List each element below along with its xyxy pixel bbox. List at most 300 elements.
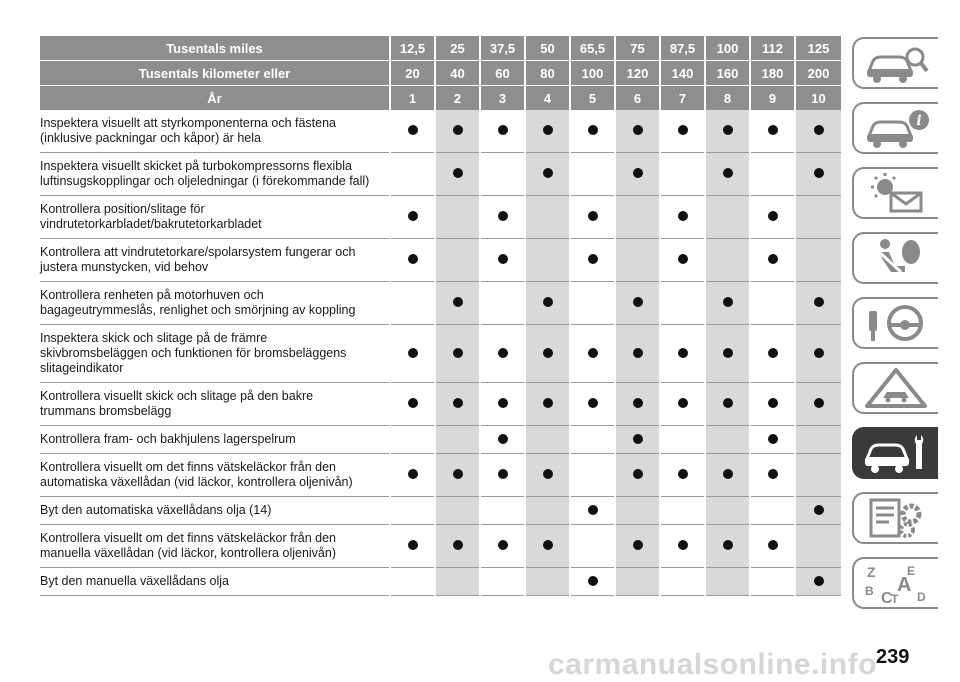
check-dot	[498, 434, 508, 444]
interval-cell	[795, 454, 841, 497]
task-text-line: luftinsugskopplingar och oljeledningar (i förekommande fall)	[40, 174, 370, 188]
interval-cell	[480, 426, 525, 454]
interval-cell	[705, 239, 750, 282]
check-dot	[408, 540, 418, 550]
km-value: 200	[795, 61, 841, 86]
miles-value: 112	[750, 36, 795, 61]
check-dot	[768, 540, 778, 550]
interval-cell	[480, 383, 525, 426]
miles-value: 50	[525, 36, 570, 61]
check-dot	[768, 398, 778, 408]
interval-cell	[660, 196, 705, 239]
interval-cell	[795, 426, 841, 454]
check-dot	[588, 211, 598, 221]
interval-cell	[480, 110, 525, 153]
car-wrench-icon	[861, 431, 931, 475]
task-description	[40, 568, 390, 596]
table-row	[40, 497, 841, 525]
check-dot	[408, 254, 418, 264]
check-dot	[814, 125, 824, 135]
miles-value: 37,5	[480, 36, 525, 61]
check-dot	[768, 211, 778, 221]
interval-cell	[750, 497, 795, 525]
task-description	[40, 239, 390, 282]
interval-cell	[480, 325, 525, 383]
interval-cell	[795, 196, 841, 239]
check-dot	[814, 505, 824, 515]
interval-cell	[750, 153, 795, 196]
interval-cell	[570, 497, 615, 525]
interval-cell	[795, 110, 841, 153]
interval-cell	[750, 426, 795, 454]
tab-car-search[interactable]	[852, 37, 938, 89]
check-dot	[814, 348, 824, 358]
task-text-line: trummans bromsbelägg	[40, 404, 172, 418]
interval-cell	[390, 325, 435, 383]
interval-cell	[570, 525, 615, 568]
task-text-line: Kontrollera visuellt skick och slitage på den bakre	[40, 389, 314, 403]
interval-cell	[660, 426, 705, 454]
interval-cell	[615, 196, 660, 239]
year-value: 3	[480, 86, 525, 111]
check-dot	[543, 168, 553, 178]
interval-cell	[615, 454, 660, 497]
table-row	[40, 153, 841, 196]
interval-cell	[615, 568, 660, 596]
airbag-seat-icon	[861, 236, 931, 280]
alphabet-index-icon	[861, 561, 931, 605]
interval-cell	[525, 454, 570, 497]
check-dot	[543, 540, 553, 550]
task-description	[40, 383, 390, 426]
interval-cell	[795, 282, 841, 325]
interval-cell	[795, 497, 841, 525]
km-value: 100	[570, 61, 615, 86]
interval-cell	[390, 454, 435, 497]
interval-cell	[705, 497, 750, 525]
watermark: carmanualsonline.info	[548, 648, 877, 681]
check-dot	[768, 254, 778, 264]
check-dot	[543, 125, 553, 135]
check-dot	[543, 297, 553, 307]
check-dot	[768, 348, 778, 358]
key-steering-wheel-icon	[861, 301, 931, 345]
task-text-line: Kontrollera visuellt om det finns vätskeläckor från den	[40, 460, 336, 474]
index-letter: T	[891, 592, 899, 605]
check-dot	[408, 125, 418, 135]
interval-cell	[750, 383, 795, 426]
interval-cell	[660, 110, 705, 153]
km-value: 160	[705, 61, 750, 86]
interval-cell	[570, 153, 615, 196]
task-text-line: Byt den automatiska växellådans olja (14)	[40, 503, 272, 517]
task-text-line: Kontrollera visuellt om det finns vätskeläckor från den	[40, 531, 336, 545]
interval-cell	[525, 110, 570, 153]
interval-cell	[705, 454, 750, 497]
task-description	[40, 497, 390, 525]
year-value: 9	[750, 86, 795, 111]
task-description	[40, 426, 390, 454]
check-dot	[543, 348, 553, 358]
interval-cell	[480, 153, 525, 196]
miles-value: 75	[615, 36, 660, 61]
interval-cell	[390, 239, 435, 282]
miles-value: 25	[435, 36, 480, 61]
interval-cell	[705, 196, 750, 239]
interval-cell	[480, 196, 525, 239]
task-description	[40, 153, 390, 196]
table-row	[40, 325, 841, 383]
interval-cell	[480, 282, 525, 325]
interval-cell	[660, 239, 705, 282]
km-value: 80	[525, 61, 570, 86]
km-value: 60	[480, 61, 525, 86]
interval-cell	[705, 426, 750, 454]
year-label: År	[40, 86, 390, 111]
task-text-line: Kontrollera renheten på motorhuven och	[40, 288, 264, 302]
interval-cell	[660, 383, 705, 426]
interval-cell	[750, 568, 795, 596]
interval-cell	[750, 525, 795, 568]
car-search-icon	[861, 41, 931, 85]
check-dot	[678, 348, 688, 358]
interval-cell	[615, 239, 660, 282]
interval-cell	[525, 568, 570, 596]
check-dot	[408, 398, 418, 408]
tab-maintenance[interactable]	[852, 427, 938, 479]
interval-cell	[525, 426, 570, 454]
tab-warning-lights[interactable]	[852, 167, 938, 219]
car-info-icon	[861, 106, 931, 150]
task-text-line: Inspektera visuellt att styrkomponenterna och fästena	[40, 116, 336, 130]
task-description	[40, 325, 390, 383]
km-value: 180	[750, 61, 795, 86]
interval-cell	[435, 383, 480, 426]
interval-cell	[390, 110, 435, 153]
table-row	[40, 568, 841, 596]
task-description	[40, 196, 390, 239]
check-dot	[498, 125, 508, 135]
interval-cell	[390, 383, 435, 426]
check-dot	[453, 469, 463, 479]
interval-cell	[480, 497, 525, 525]
task-text-line: Byt den manuella växellådans olja	[40, 574, 230, 588]
table-row	[40, 525, 841, 568]
index-letter: A	[897, 574, 912, 596]
index-letter: B	[865, 584, 874, 598]
table-row	[40, 196, 841, 239]
interval-cell	[480, 454, 525, 497]
task-text-line: vindrutetorkarbladet/bakrutetorkarbladet	[40, 217, 262, 231]
interval-cell	[705, 282, 750, 325]
interval-cell	[570, 282, 615, 325]
interval-cell	[660, 153, 705, 196]
interval-cell	[390, 153, 435, 196]
index-letter: Z	[867, 564, 876, 580]
check-dot	[453, 540, 463, 550]
interval-cell	[660, 282, 705, 325]
task-description	[40, 282, 390, 325]
year-value: 8	[705, 86, 750, 111]
interval-cell	[525, 383, 570, 426]
check-dot	[814, 297, 824, 307]
interval-cell	[525, 282, 570, 325]
miles-value: 125	[795, 36, 841, 61]
check-dot	[453, 398, 463, 408]
interval-cell	[705, 110, 750, 153]
check-dot	[408, 348, 418, 358]
check-dot	[408, 469, 418, 479]
miles-value: 87,5	[660, 36, 705, 61]
task-text-line: skivbromsbeläggen och funktionen för bromsbeläggens	[40, 346, 347, 360]
check-dot	[633, 168, 643, 178]
interval-cell	[660, 454, 705, 497]
interval-cell	[390, 497, 435, 525]
check-dot	[814, 576, 824, 586]
interval-cell	[615, 383, 660, 426]
index-letter: D	[917, 590, 926, 604]
tab-car-info[interactable]	[852, 102, 938, 154]
header-row-miles	[40, 36, 841, 61]
index-letter: E	[907, 564, 916, 578]
year-value: 10	[795, 86, 841, 111]
check-dot	[768, 469, 778, 479]
miles-label: Tusentals miles	[40, 36, 390, 61]
interval-cell	[660, 525, 705, 568]
interval-cell	[435, 110, 480, 153]
table-row	[40, 110, 841, 153]
table-row	[40, 454, 841, 497]
interval-cell	[525, 497, 570, 525]
interval-cell	[435, 153, 480, 196]
warning-light-envelope-icon	[861, 171, 931, 215]
check-dot	[588, 505, 598, 515]
km-value: 120	[615, 61, 660, 86]
interval-cell	[795, 568, 841, 596]
table-row	[40, 426, 841, 454]
task-description	[40, 110, 390, 153]
check-dot	[633, 540, 643, 550]
check-dot	[814, 168, 824, 178]
page-number: 239	[876, 646, 910, 668]
interval-cell	[570, 110, 615, 153]
year-value: 1	[390, 86, 435, 111]
tab-emergency[interactable]	[852, 362, 938, 414]
check-dot	[498, 540, 508, 550]
interval-cell	[705, 525, 750, 568]
interval-cell	[615, 110, 660, 153]
check-dot	[678, 254, 688, 264]
check-dot	[408, 211, 418, 221]
interval-cell	[480, 525, 525, 568]
task-description	[40, 525, 390, 568]
interval-cell	[750, 196, 795, 239]
check-dot	[453, 125, 463, 135]
interval-cell	[615, 497, 660, 525]
interval-cell	[795, 325, 841, 383]
interval-cell	[660, 568, 705, 596]
interval-cell	[435, 325, 480, 383]
miles-value: 65,5	[570, 36, 615, 61]
table-row	[40, 383, 841, 426]
km-value: 20	[390, 61, 435, 86]
interval-cell	[435, 239, 480, 282]
interval-cell	[570, 426, 615, 454]
interval-cell	[435, 426, 480, 454]
interval-cell	[390, 282, 435, 325]
year-value: 4	[525, 86, 570, 111]
year-value: 2	[435, 86, 480, 111]
check-dot	[633, 469, 643, 479]
interval-cell	[705, 153, 750, 196]
task-text-line: Inspektera skick och slitage på de främre	[40, 331, 268, 345]
check-dot	[723, 348, 733, 358]
check-dot	[588, 348, 598, 358]
interval-cell	[435, 196, 480, 239]
interval-cell	[750, 110, 795, 153]
tab-safety[interactable]	[852, 232, 938, 284]
interval-cell	[795, 525, 841, 568]
interval-cell	[750, 454, 795, 497]
interval-cell	[390, 568, 435, 596]
table-row	[40, 282, 841, 325]
schedule-body	[40, 110, 841, 596]
year-value: 6	[615, 86, 660, 111]
warning-triangle-icon	[861, 366, 931, 410]
tab-technical-data[interactable]	[852, 492, 938, 544]
interval-cell	[435, 282, 480, 325]
interval-cell	[435, 454, 480, 497]
interval-cell	[525, 325, 570, 383]
interval-cell	[750, 282, 795, 325]
interval-cell	[615, 325, 660, 383]
check-dot	[768, 434, 778, 444]
task-text-line: bagageutrymmeslås, renlighet och smörjning av koppling	[40, 303, 356, 317]
check-dot	[588, 125, 598, 135]
interval-cell	[795, 153, 841, 196]
interval-cell	[795, 239, 841, 282]
chapter-index-sidebar	[852, 37, 942, 622]
interval-cell	[480, 568, 525, 596]
year-value: 7	[660, 86, 705, 111]
interval-cell	[570, 568, 615, 596]
interval-cell	[615, 426, 660, 454]
task-description	[40, 454, 390, 497]
check-dot	[678, 398, 688, 408]
check-dot	[633, 297, 643, 307]
check-dot	[633, 125, 643, 135]
interval-cell	[705, 383, 750, 426]
interval-cell	[615, 525, 660, 568]
check-dot	[498, 211, 508, 221]
interval-cell	[570, 196, 615, 239]
interval-cell	[570, 454, 615, 497]
check-dot	[543, 398, 553, 408]
index-letter: C	[881, 590, 893, 605]
check-dot	[543, 469, 553, 479]
interval-cell	[750, 325, 795, 383]
check-dot	[633, 398, 643, 408]
check-dot	[588, 254, 598, 264]
check-dot	[678, 540, 688, 550]
task-text-line: justera munstycken, vid behov	[40, 260, 209, 274]
interval-cell	[705, 325, 750, 383]
km-value: 140	[660, 61, 705, 86]
interval-cell	[435, 525, 480, 568]
interval-cell	[390, 426, 435, 454]
check-dot	[723, 168, 733, 178]
maintenance-schedule-table	[40, 36, 841, 596]
check-dot	[633, 434, 643, 444]
task-text-line: Kontrollera att vindrutetorkare/spolarsystem fungerar och	[40, 245, 356, 259]
check-dot	[498, 348, 508, 358]
tab-index[interactable]	[852, 557, 938, 609]
tab-starting-driving[interactable]	[852, 297, 938, 349]
check-dot	[498, 469, 508, 479]
interval-cell	[750, 239, 795, 282]
task-text-line: automatiska växellådan (vid läckor, kontrollera oljenivån)	[40, 475, 353, 489]
check-dot	[453, 297, 463, 307]
interval-cell	[480, 239, 525, 282]
header-row-year	[40, 86, 841, 111]
km-value: 40	[435, 61, 480, 86]
interval-cell	[615, 282, 660, 325]
task-text-line: slitageindikator	[40, 361, 124, 375]
check-dot	[723, 469, 733, 479]
interval-cell	[660, 325, 705, 383]
interval-cell	[795, 383, 841, 426]
task-text-line: (inklusive packningar och kåpor) är hela	[40, 131, 261, 145]
svg-text:i: i	[916, 113, 922, 129]
check-dot	[723, 398, 733, 408]
interval-cell	[435, 568, 480, 596]
check-dot	[498, 254, 508, 264]
check-dot	[723, 125, 733, 135]
interval-cell	[705, 568, 750, 596]
check-dot	[453, 168, 463, 178]
header-row-km	[40, 61, 841, 86]
specs-gear-icon	[861, 496, 931, 540]
check-dot	[498, 398, 508, 408]
check-dot	[723, 540, 733, 550]
check-dot	[588, 398, 598, 408]
interval-cell	[570, 383, 615, 426]
interval-cell	[525, 239, 570, 282]
task-text-line: Kontrollera position/slitage för	[40, 202, 205, 216]
interval-cell	[570, 325, 615, 383]
interval-cell	[525, 196, 570, 239]
check-dot	[723, 297, 733, 307]
miles-value: 12,5	[390, 36, 435, 61]
interval-cell	[660, 497, 705, 525]
km-label: Tusentals kilometer eller	[40, 61, 390, 86]
task-text-line: Kontrollera fram- och bakhjulens lagerspelrum	[40, 432, 296, 446]
interval-cell	[390, 196, 435, 239]
miles-value: 100	[705, 36, 750, 61]
check-dot	[814, 398, 824, 408]
check-dot	[453, 348, 463, 358]
check-dot	[678, 469, 688, 479]
table-row	[40, 239, 841, 282]
check-dot	[678, 125, 688, 135]
interval-cell	[615, 153, 660, 196]
interval-cell	[435, 497, 480, 525]
check-dot	[678, 211, 688, 221]
check-dot	[633, 348, 643, 358]
year-value: 5	[570, 86, 615, 111]
check-dot	[768, 125, 778, 135]
interval-cell	[390, 525, 435, 568]
